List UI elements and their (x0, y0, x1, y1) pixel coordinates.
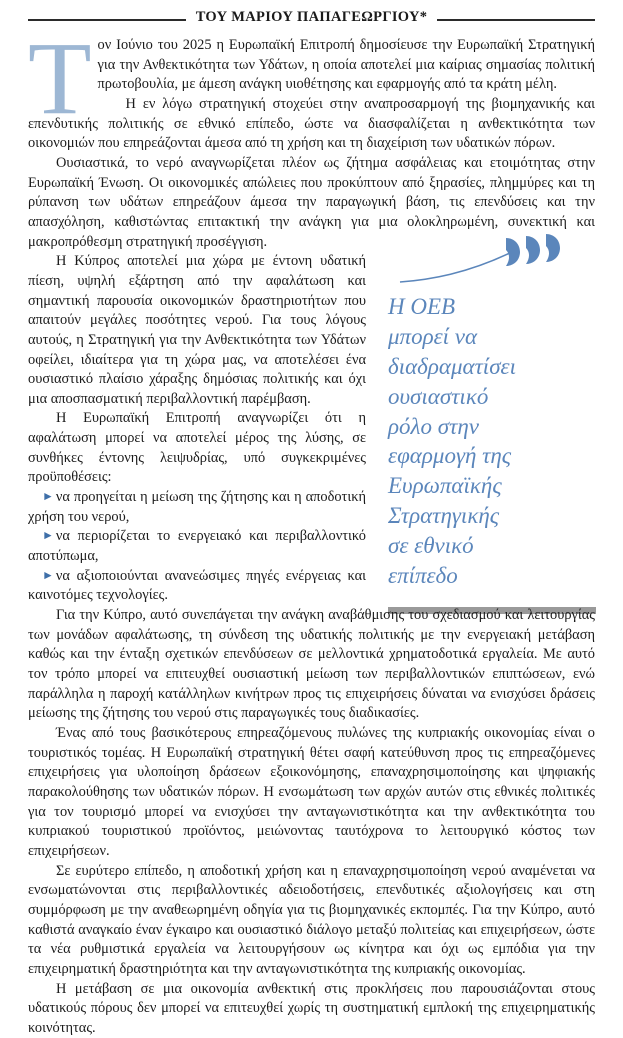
list-item-text: να αξιοποιούνται ανανεώσιμες πηγές ενέργειας και καινοτόμες τεχνολογίες. (28, 568, 366, 604)
paragraph-text: Ουσιαστικά, το νερό αναγνωρίζεται πλέον ως ζήτημα ασφάλειας και ετοιμότητας στην Ευρωπαϊκή Ένωση. Οι οικονομικές απώλειες που προκύπτουν από ξηρασίες, πλημμύρες και τη ρύπανση των υδάτων επηρεάζουν άμεσα την παραγωγική βάση, τις επενδύσεις και την απασχόληση, καθιστώντας επιτακτική την ανάγκη για μια ολοκληρωμένη, συνεκτική και μακροπρόθεσμη στρατηγική προσέγγιση. (28, 155, 595, 250)
byline-header (0, 0, 623, 32)
pull-quote-line: εφαρμογή της (388, 441, 596, 471)
paragraph (28, 724, 595, 862)
paragraph (28, 409, 366, 488)
paragraph-text: Η εν λόγω στρατηγική στοχεύει στην αναπροσαρμογή της βιομηχανικής και επενδυτικής πολιτικής σε εθνικό επίπεδο, ώστε να διασφαλίζεται η ανθεκτικότητα των οικονομιών που επηρεάζονται άμεσα από τη χρήση και τη διαχείριση των υδατικών πόρων. (28, 96, 595, 151)
pull-quote-line: ουσιαστικό (388, 382, 596, 412)
pull-quote-line: Η ΟΕΒ (388, 292, 596, 322)
paragraph-text: ον Ιούνιο του 2025 η Ευρωπαϊκή Επιτροπή δημοσίευσε την Ευρωπαϊκή Στρατηγική για την Ανθεκτικότητα των Υδάτων, η οποία αποτελεί μια καίριας σημασίας πολιτική πρωτοβουλία, με άμεση ανάγκη υιοθέτησης και εφαρμογής από τα κράτη μέλη. (98, 37, 595, 92)
list-item-text: να περιορίζεται το ενεργειακό και περιβαλλοντικό αποτύπωμα, (28, 528, 366, 564)
pull-quote-line: ρόλο στην (388, 412, 596, 442)
list-item-text: να προηγείται η μείωση της ζήτησης και η αποδοτική χρήση του νερού, (28, 489, 366, 525)
paragraph (28, 95, 595, 154)
pull-quote-line: Στρατηγικής (388, 501, 596, 531)
paragraph-text: Η Ευρωπαϊκή Επιτροπή αναγνωρίζει ότι η αφαλάτωση μπορεί να αποτελεί μέρος της λύσης, σε συνθήκες έντονης λειψυδρίας, υπό συγκεκριμένες προϋποθέσεις: (28, 410, 366, 485)
drop-cap: Τ (28, 38, 92, 119)
byline-text: ΤΟΥ ΜΑΡΙΟΥ ΠΑΠΑΓΕΩΡΓΙΟΥ* (186, 9, 438, 26)
list-item (28, 527, 366, 566)
paragraph-intro (28, 36, 595, 95)
pull-quote-line: Ευρωπαϊκής (388, 471, 596, 501)
article-body (28, 36, 595, 1038)
list-item (28, 488, 366, 527)
byline (0, 8, 623, 26)
bullet-icon: ► (42, 489, 56, 503)
pull-quote-line: διαδραματίσει (388, 352, 596, 382)
paragraph-text: Ένας από τους βασικότερους επηρεαζόμενους πυλώνες της κυπριακής οικονομίας είναι ο τουριστικός τομέας. Η Ευρωπαϊκή στρατηγική θέτει σαφή κατεύθυνση προς τις επηρεαζόμενες επιχειρήσεις για υλοποίηση δράσεων εξοικονόμησης, επαναχρησιμοποίησης και ψηφιακής παρακολούθησης των υδατικών πόρων. Η ενσωμάτωση των αρχών αυτών στις εθνικές πολιτικές για τον τουρισμό μπορεί να ενισχύσει την ανταγωνιστικότητα και την ανθεκτικότητα του κυπριακού τουριστικού προϊόντος, μειώνοντας ταυτόχρονα το λειτουργικό κόστος των επιχειρήσεων. (28, 725, 595, 859)
list-item (28, 567, 366, 606)
paragraph-text: Σε ευρύτερο επίπεδο, η αποδοτική χρήση και η επαναχρησιμοποίηση νερού αναμένεται να ενσωματώνονται στις περιβαλλοντικές αδειοδοτήσεις, επενδυτικές αξιολογήσεις και στη συμμόρφωση με την αναθεωρημένη οδηγία για τις βιομηχανικές εκπομπές. Για την Κύπρο, αυτό καθιστά αναγκαίο έναν έγκαιρο και ουσιαστικό διάλογο μεταξύ πολιτείας και επιχειρήσεων, ώστε τα νέα ρυθμιστικά εργαλεία να λειτουργήσουν ως κίνητρα και όχι ως εμπόδια για την επιχειρηματική δραστηριότητα και την ανταγωνιστικότητα της κυπριακής οικονομίας. (28, 863, 595, 977)
paragraph-text: Η Κύπρος αποτελεί μια χώρα με έντονη υδατική πίεση, υψηλή εξάρτηση από την αφαλάτωση και σημαντική παρουσία οικονομικών δραστηριοτήτων που απαιτούν μεγάλες ποσότητες νερού. Για τους λόγους αυτούς, η Στρατηγική για την Ανθεκτικότητα των Υδάτων οφείλει, ιδιαίτερα για τη χώρα μας, να αποτελέσει ένα ουσιαστικό πλαίσιο χάραξης δημόσιας πολιτικής και όχι μια αποσπασματική περιβαλλοντική παρέμβαση. (28, 253, 366, 407)
paragraph (28, 862, 595, 980)
paragraph (28, 154, 595, 252)
bullet-icon: ► (42, 568, 56, 582)
paragraph (28, 606, 595, 724)
paragraph-text: Για την Κύπρο, αυτό συνεπάγεται την ανάγκη αναβάθμισης του σχεδιασμού και λειτουργίας των μονάδων αφαλάτωσης, τη σύνδεση της υδατικής πολιτικής με την ενεργειακή μετάβαση καθώς και την ένταξη σχετικών επενδύσεων σε μελλοντικά χρηματοδοτικά εργαλεία. Με αυτό τον τρόπο μπορεί να επιτευχθεί ουσιαστική μείωση των περιβαλλοντικών επιπτώσεων, ενώ παράλληλα η παροχή κατάλληλων κινήτρων προς τις επιχειρήσεις δύναται να ενισχύσει δράσεις μείωσης της ζήτησης του νερού στις παραγωγικές τους διαδικασίες. (28, 607, 595, 721)
paragraph (28, 252, 366, 409)
pull-quote-line: επίπεδο (388, 561, 596, 591)
paragraph (28, 980, 595, 1038)
paragraph-text: Η μετάβαση σε μια οικονομία ανθεκτική στις προκλήσεις που παρουσιάζονται στους υδατικούς πόρους δεν μπορεί να επιτευχθεί χωρίς τη συστηματική εμπλοκή της επιχειρηματικής κοινότητας. (28, 981, 595, 1036)
bullet-icon: ► (42, 528, 56, 542)
pull-quote-line: μπορεί να (388, 322, 596, 352)
pull-quote-line: σε εθνικό (388, 531, 596, 561)
